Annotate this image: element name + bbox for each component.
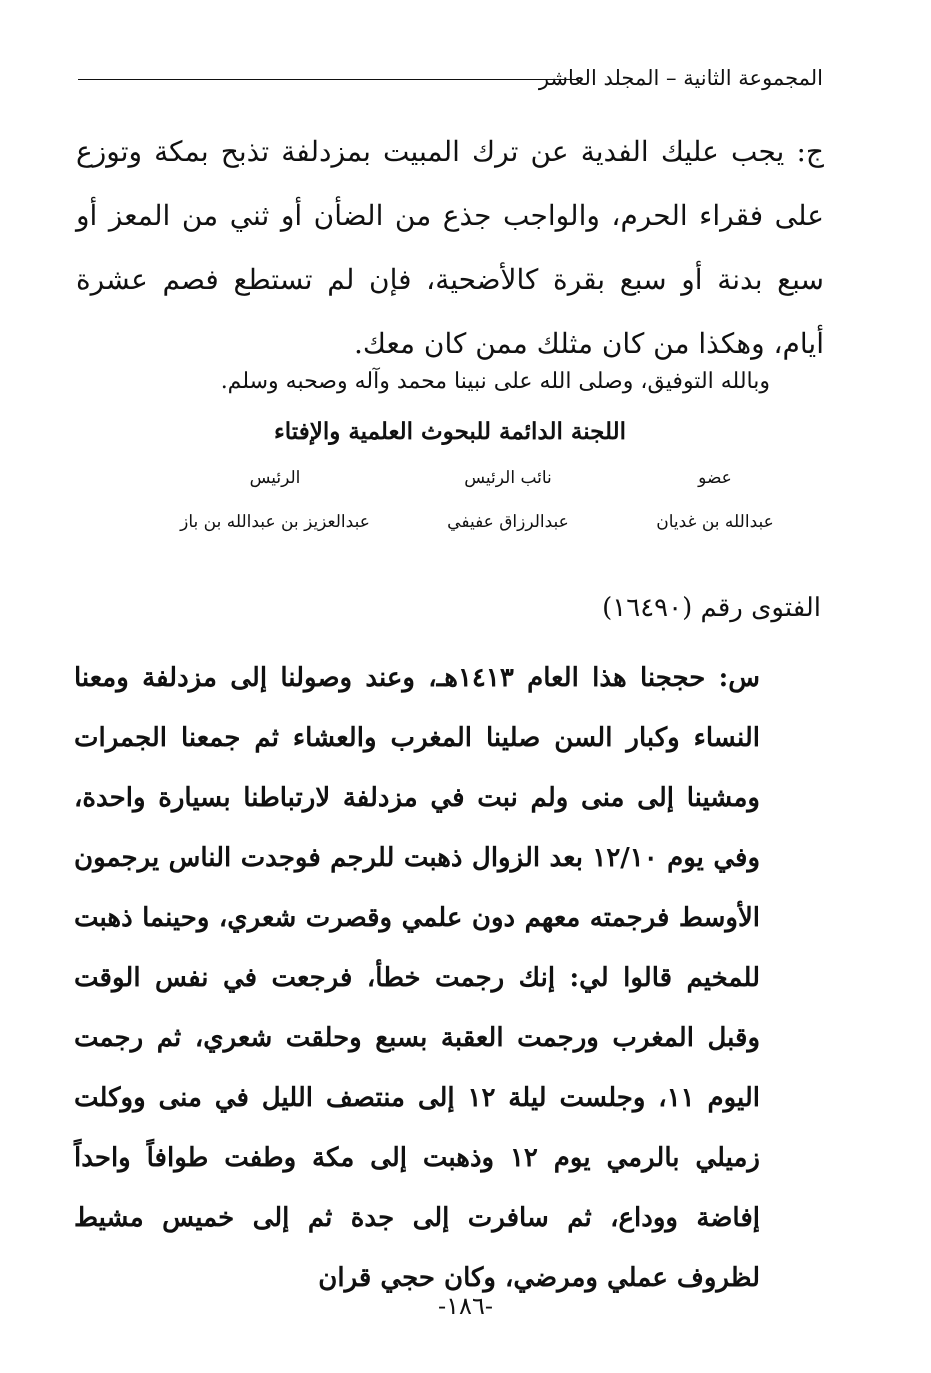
running-header bbox=[78, 64, 823, 100]
question-paragraph: س: حججنا هذا العام ١٤١٣هـ، وعند وصولنا إلى مزدلفة ومعنا النساء وكبار السن صلينا المغرب والعشاء ثم جمعنا الجمرات ومشينا إلى منى ولم نبت في مزدلفة لارتباطنا بسيارة واحدة، وفي يوم ١٢/١٠ بعد الزوال ذهبت للرجم فوجدت الناس يرجمون الأوسط فرجمته معهم دون علمي وقصرت شعري، وحينما ذهبت للمخيم قالوا لي: إنك رجمت خطأ، فرجعت في نفس الوقت وقبل المغرب ورجمت العقبة بسبع وحلقت شعري، ثم رجمت اليوم ١١، وجلست ليلة ١٢ إلى منتصف الليل في منى ووكلت زميلي بالرمي يوم ١٢ وذهبت إلى مكة وطفت طوافاً واحداً إفاضة ووداع، ثم سافرت إلى جدة ثم إلى خميس مشيط لظروف عملي ومرضي، وكان حجي قران bbox=[74, 663, 761, 1293]
signatory-member bbox=[640, 456, 790, 544]
committee-title: اللجنة الدائمة للبحوث العلمية والإفتاء bbox=[273, 418, 627, 445]
answer-paragraph: ج: يجب عليك الفدية عن ترك المبيت بمزدلفة تذبح بمكة وتوزع على فقراء الحرم، والواجب جذع من الضأن أو ثني من المعز أو سبع بدنة أو سبع بقرة كالأضحية، فإن لم تستطع فصم عشرة أيام، وهكذا من كان مثلك ممن كان معك. bbox=[76, 135, 825, 360]
header-rule bbox=[78, 79, 578, 80]
signatory-name: عبدالعزيز بن عبدالله بن باز bbox=[180, 512, 370, 532]
running-header-title: المجموعة الثانية – المجلد العاشر bbox=[538, 66, 823, 90]
signatory-name: عبدالرزاق عفيفي bbox=[447, 512, 569, 532]
signatory-role: عضو bbox=[698, 468, 732, 488]
signatory-deputy bbox=[428, 456, 588, 544]
signatory-role: الرئيس bbox=[249, 468, 301, 488]
signatory-chairman bbox=[170, 456, 380, 544]
page-number: -١٨٦- bbox=[438, 1292, 493, 1320]
signatory-role: نائب الرئيس bbox=[464, 468, 552, 488]
fatwa-number: الفتوى رقم (١٦٤٩٠) bbox=[602, 593, 821, 623]
closing-line: وبالله التوفيق، وصلى الله على نبينا محمد وآله وصحبه وسلم. bbox=[220, 369, 770, 394]
signatory-name: عبدالله بن غديان bbox=[656, 512, 774, 532]
